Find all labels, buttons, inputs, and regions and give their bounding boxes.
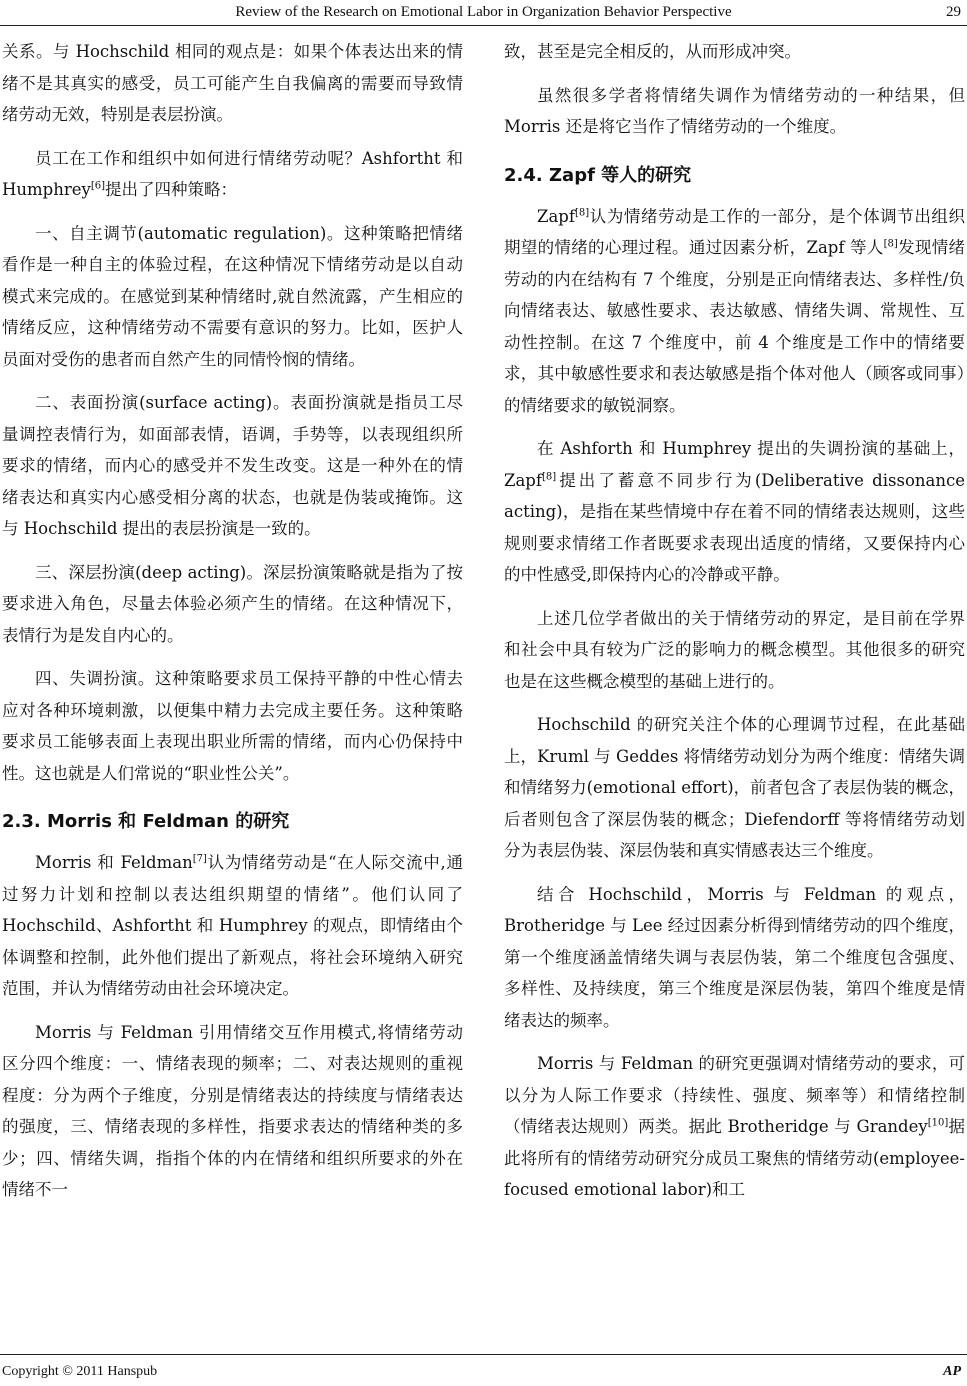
text-run: Zapf: [537, 206, 575, 226]
paragraph: 四、失调扮演。这种策略要求员工保持平静的中性心情去应对各种环境刺激，以便集中精力去完成主要任务。这种策略要求员工能够表面上表现出职业所需的情绪，而内心仍保持中性。这也就是人们常说的“职业性公关”。: [2, 669, 463, 783]
paragraph: 二、表面扮演(surface acting)。表面扮演就是指员工尽量调控表情行为，如面部表情，语调，手势等，以表现组织所要求的情绪，而内心的感受并不发生改变。这是一种外在的情绪表达和真实内心感受相分离的状态，也就是伪装或掩饰。这与 Hochschild 提出的表层扮演是一致的。: [2, 393, 463, 538]
citation[interactable]: [8]: [574, 207, 590, 218]
paragraph: 致，甚至是完全相反的，从而形成冲突。: [504, 42, 801, 61]
running-title: Review of the Research on Emotional Labor in Organization Behavior Perspective: [235, 4, 732, 20]
paragraph: [504, 1048, 965, 1206]
footer-rule: [0, 1354, 967, 1355]
paragraph: 关系。与 Hochschild 相同的观点是：如果个体表达出来的情绪不是其真实的感受，员工可能产生自我偏离的需要而导致情绪劳动无效，特别是表层扮演。: [2, 42, 463, 124]
right-column: [504, 36, 965, 1218]
section-heading: 2.4. Zapf 等人的研究: [504, 164, 692, 186]
paragraph: 一、自主调节(automatic regulation)。这种策略把情绪看作是一种自主的体验过程，在这种情况下情绪劳动是以自动模式来完成的。在感觉到某种情绪时,就自然流露，产生相应的情绪反应，这种情绪劳动不需要有意识的努力。比如，医护人员面对受伤的患者而自然产生的同情怜悯的情绪。: [2, 223, 463, 369]
text-run: 提出了四种策略：: [105, 180, 237, 199]
page-header: [0, 0, 967, 26]
text-run: Morris 与 Feldman 的研究更强调对情绪劳动的要求，可以分为人际工作要求（持续性、强度、频率等）和情绪控制（情绪表达规则）两类。据此 Brotheridge 与 Grandey: [504, 1054, 965, 1136]
paragraph: 上述几位学者做出的关于情绪劳动的界定，是目前在学界和社会中具有较为广泛的影响力的概念模型。其他很多的研究也是在这些概念模型的基础上进行的。: [504, 608, 965, 691]
copyright: Copyright © 2011 Hanspub: [2, 1364, 158, 1379]
page-footer: [0, 1354, 967, 1386]
paragraph: 虽然很多学者将情绪失调作为情绪劳动的一种结果，但 Morris 还是将它当作了情绪劳动的一个维度。: [504, 85, 965, 136]
paragraph: [504, 201, 965, 422]
paragraph: [504, 433, 965, 591]
text-run: Morris 和 Feldman: [35, 853, 193, 872]
citation[interactable]: [8]: [541, 471, 557, 482]
paragraph: [2, 847, 463, 1005]
paragraph: Hochschild 的研究关注个体的心理调节过程，在此基础上，Kruml 与 Geddes 将情绪劳动划分为两个维度：情绪失调和情绪努力(emotional effort)，前者包含了表层伪装的概念，后者则包含了深层伪装的概念；Diefendorff 等将情绪劳动划分为表层伪装、深层伪装和真实情感表达三个维度。: [504, 715, 965, 860]
paragraph: [2, 143, 463, 206]
text-run: 发现情绪劳动的内在结构有 7 个维度，分别是正向情绪表达、多样性/负向情绪表达、敏感性要求、表达敏感、情绪失调、常规性、互动性控制。在这 7 个维度中，前 4 个维度是工作中的情绪要求，其中敏感性要求和表达敏感是指个体对他人（顾客或同事）的情绪要求的敏锐洞察。: [504, 238, 965, 415]
citation[interactable]: [6]: [90, 180, 105, 192]
text-run: 认为情绪劳动是“在人际交流中,通过努力计划和控制以表达组织期望的情绪”。他们认同了 Hochschild、Ashfortht 和 Humphrey 的观点，即情绪由个体调整和控制，此外他们提出了新观点，将社会环境纳入研究范围，并认为情绪劳动由社会环境决定。: [2, 853, 463, 998]
text-run: 在 Ashforth 和 Humphrey 提出的失调扮演的基础上，Zapf: [504, 439, 965, 490]
page-number: 29: [946, 4, 961, 20]
section-heading: 2.3. Morris 和 Feldman 的研究: [2, 811, 290, 832]
paragraph: 结合 Hochschild，Morris 与 Feldman 的观点，Brotheridge 与 Lee 经过因素分析得到情绪劳动的四个维度，第一个维度涵盖情绪失调与表层伪装，第二个维度包含强度、多样性、及持续度，第三个维度是深层伪装，第四个维度是情绪表达的频率。: [504, 884, 965, 1030]
citation[interactable]: [7]: [192, 853, 207, 865]
citation[interactable]: [8]: [883, 238, 898, 250]
text-run: 员工在工作和组织中如何进行情绪劳动呢？Ashfortht 和 Humphrey: [2, 148, 463, 199]
text-run: 据此将所有的情绪劳动研究分成员工聚焦的情绪劳动(employee-focused emotional labor)和工: [504, 1117, 966, 1199]
left-column: [2, 36, 463, 1218]
citation[interactable]: [10]: [927, 1117, 949, 1129]
journal-abbrev: AP: [943, 1364, 961, 1379]
text-run: 提出了蓄意不同步行为(Deliberative dissonance acting)，是指在某些情境中存在着不同的情绪表达规则，这些规则要求情绪工作者既要求表现出适度的情绪，又要保持内心的中性感受,即保持内心的冷静或平静。: [504, 470, 965, 584]
text-run: 认为情绪劳动是工作的一部分，是个体调节出组织期望的情绪的心理过程。通过因素分析，Zapf 等人: [504, 206, 965, 257]
header-rule: [0, 25, 967, 26]
paragraph: 三、深层扮演(deep acting)。深层扮演策略就是指为了按要求进入角色，尽量去体验必须产生的情绪。在这种情况下，表情行为是发自内心的。: [2, 562, 463, 645]
paragraph: Morris 与 Feldman 引用情绪交互作用模式,将情绪劳动区分四个维度：一、情绪表现的频率；二、对表达规则的重视程度：分为两个子维度，分别是情绪表达的持续度与情绪表达的强度，三、情绪表现的多样性，指要求表达的情绪种类的多少；四、情绪失调，指指个体的内在情绪和组织所要求的外在情绪不一: [2, 1022, 463, 1199]
